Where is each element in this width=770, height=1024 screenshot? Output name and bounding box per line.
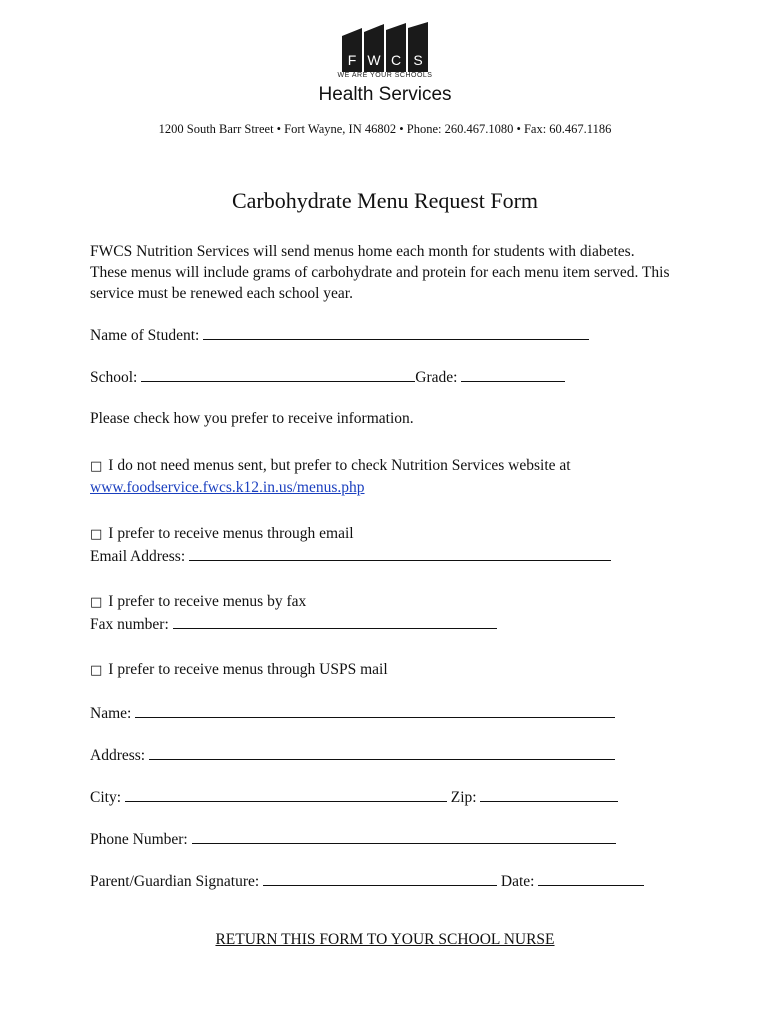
mail-address-field[interactable] [149,745,615,760]
city-zip-row [90,787,618,808]
student-name-field[interactable] [203,325,589,340]
grade-field[interactable] [461,367,565,382]
email-address-label: Email Address: [90,548,186,565]
date-field[interactable] [538,871,644,886]
email-option-label: I prefer to receive menus through email [108,525,354,542]
mail-address-label: Address: [90,747,146,764]
phone-row [90,829,616,850]
mail-option-label: I prefer to receive menus through USPS mail [108,661,388,678]
page-title: Carbohydrate Menu Request Form [231,188,539,213]
city-label: City: [90,789,122,806]
preference-prompt: Please check how you prefer to receive information. [90,410,414,427]
email-address-field[interactable] [189,546,611,561]
signature-date-row [90,871,644,892]
grade-label: Grade: [415,369,458,386]
fax-option-label: I prefer to receive menus by fax [108,593,307,610]
date-label: Date: [500,873,535,890]
fwcs-logo [341,22,429,72]
intro-paragraph: FWCS Nutrition Services will send menus home each month for students with diabetes. These menus will include grams of carbohydrate and protein for each menu item served. This service must be renewed each school year. [90,243,670,302]
student-name-row [90,325,589,346]
logo-letter-w: W [367,52,381,68]
fax-option-row [90,592,306,613]
mail-name-field[interactable] [135,703,615,718]
address-line: 1200 South Barr Street • Fort Wayne, IN 46802 • Phone: 260.467.1080 • Fax: 60.467.1186 [158,122,612,136]
phone-field[interactable] [192,829,616,844]
website-link-row [90,478,365,498]
mail-option-row [90,660,388,681]
mail-name-label: Name: [90,705,132,722]
city-field[interactable] [125,787,447,802]
logo-tagline: WE ARE YOUR SCHOOLS [337,72,433,79]
logo-letter-c: C [390,52,402,68]
email-address-row [90,546,611,567]
website-checkbox[interactable]: □ [90,459,103,474]
fax-number-row [90,614,497,635]
phone-label: Phone Number: [90,831,188,848]
mail-address-row [90,745,615,766]
signature-field[interactable] [263,871,497,886]
mail-name-row [90,703,615,724]
school-field[interactable] [141,367,415,382]
fax-number-label: Fax number: [90,616,169,633]
school-grade-row [90,367,565,388]
website-option-row [90,456,571,477]
mail-checkbox[interactable]: □ [90,663,103,678]
zip-label: Zip: [450,789,477,806]
logo-letter-f: F [347,52,357,68]
logo-letter-s: S [413,52,423,68]
zip-field[interactable] [480,787,618,802]
email-checkbox[interactable]: □ [90,527,103,542]
logo-letters [341,50,429,70]
return-instruction: RETURN THIS FORM TO YOUR SCHOOL NURSE [215,931,555,948]
fax-number-field[interactable] [173,614,497,629]
email-option-row [90,524,354,545]
student-name-label: Name of Student: [90,327,200,344]
fax-checkbox[interactable]: □ [90,595,103,610]
department-name: Health Services [318,84,452,105]
website-link[interactable]: www.foodservice.fwcs.k12.in.us/menus.php [90,479,365,496]
website-option-label: I do not need menus sent, but prefer to check Nutrition Services website at [108,457,571,474]
signature-label: Parent/Guardian Signature: [90,873,260,890]
school-label: School: [90,369,138,386]
